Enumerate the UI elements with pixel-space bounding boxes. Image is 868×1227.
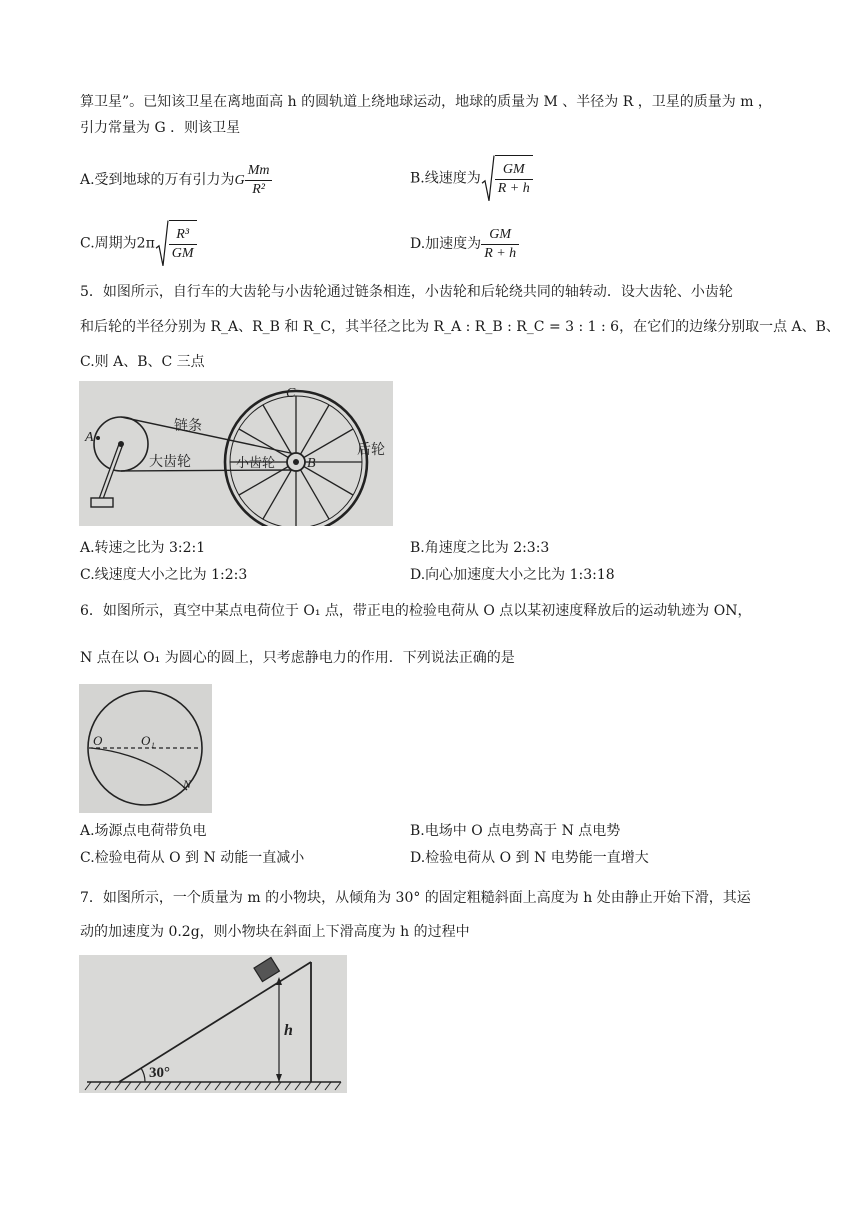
q5-stem-line2: 和后轮的半径分别为 R_A、R_B 和 R_C，其半径之比为 R_A : R_B : R_C = 3 : 1 : 6，在它们的边缘分别取一点 A、B、 xyxy=(80,319,840,335)
q4-option-a-label: A.受到地球的万有引力为 xyxy=(80,172,235,188)
q4-stem-line2: 引力常量为 G ．则该卫星 xyxy=(80,120,241,136)
q4-option-d-fraction xyxy=(481,226,519,263)
q4-option-a-num: Mm xyxy=(245,162,273,181)
q5-option-d: D.向心加速度大小之比为 1:3:18 xyxy=(410,567,615,583)
q7-stem-line2: 动的加速度为 0.2g，则小物块在斜面上下滑高度为 h 的过程中 xyxy=(80,924,470,940)
q4-option-c-coef: 2π xyxy=(136,235,155,252)
bicycle-gear-figure xyxy=(79,381,393,526)
figure-background xyxy=(79,381,393,526)
big-gear-axle xyxy=(118,441,124,447)
q4-option-d-label: D.加速度为 xyxy=(410,236,482,252)
q4-option-b-label: B.线速度为 xyxy=(410,170,481,187)
label-h: h xyxy=(284,1022,293,1039)
q5-option-a: A.转速之比为 3:2:1 xyxy=(80,540,206,556)
q6-stem-line2: N 点在以 O₁ 为圆心的圆上，只考虑静电力的作用．下列说法正确的是 xyxy=(80,650,515,666)
q6-option-c: C.检验电荷从 O 到 N 动能一直减小 xyxy=(80,850,305,866)
q4-option-c-sqrt xyxy=(155,220,197,267)
radical-icon xyxy=(481,155,495,202)
label-n: N xyxy=(183,777,192,791)
label-chain: 链条 xyxy=(174,418,202,434)
q4-option-a-fraction xyxy=(245,162,273,199)
incline-figure xyxy=(79,955,347,1093)
label-big-gear: 大齿轮 xyxy=(149,454,191,470)
label-c: C xyxy=(286,386,296,401)
q4-option-d-den: R + h xyxy=(484,245,517,261)
q4-option-b-sqrt xyxy=(481,155,533,202)
q4-option-d-num: GM xyxy=(481,226,519,245)
q6-option-b: B.电场中 O 点电势高于 N 点电势 xyxy=(410,823,621,839)
label-a: A xyxy=(85,430,94,445)
pedal xyxy=(91,498,113,507)
electric-field-figure xyxy=(79,684,212,813)
q4-option-b xyxy=(410,155,533,202)
q4-option-a-den: R² xyxy=(252,181,265,197)
point-a xyxy=(96,436,100,440)
q4-option-a-g: G xyxy=(234,173,245,188)
label-small-gear: 小齿轮 xyxy=(236,456,276,471)
q5-option-c: C.线速度大小之比为 1:2:3 xyxy=(80,567,248,583)
label-o: O xyxy=(93,733,103,748)
q5-stem-line1: 5．如图所示，自行车的大齿轮与小齿轮通过链条相连，小齿轮和后轮绕共同的轴转动．设大齿轮、小齿轮 xyxy=(80,284,733,300)
q6-stem-line1: 6．如图所示，真空中某点电荷位于 O₁ 点，带正电的检验电荷从 O 点以某初速度释放后的运动轨迹为 ON， xyxy=(80,603,752,619)
q4-option-a xyxy=(80,160,272,201)
label-o1: O₁ xyxy=(141,733,155,748)
q7-stem-line1: 7．如图所示，一个质量为 m 的小物块，从倾角为 30° 的固定粗糙斜面上高度为 h 处由静止开始下滑，其运 xyxy=(80,890,751,906)
radical-icon xyxy=(155,220,169,267)
q6-option-a: A.场源点电荷带负电 xyxy=(80,823,207,839)
q4-option-c-num: R³ xyxy=(169,226,197,245)
small-gear-axle xyxy=(293,459,299,465)
q4-option-b-num: GM xyxy=(495,161,533,180)
label-angle: 30° xyxy=(149,1065,170,1081)
label-b: B xyxy=(307,456,316,471)
q4-option-b-den: R + h xyxy=(497,180,530,196)
q4-option-d xyxy=(410,222,519,266)
q6-option-d: D.检验电荷从 O 到 N 电势能一直增大 xyxy=(410,850,649,866)
q4-option-c-den: GM xyxy=(171,245,194,261)
q5-stem-line3: C.则 A、B、C 三点 xyxy=(80,354,205,370)
q4-option-c xyxy=(80,220,197,267)
q4-stem-line1: 算卫星”。已知该卫星在离地面高 h 的圆轨道上绕地球运动，地球的质量为 M 、半径为 R ，卫星的质量为 m ， xyxy=(80,94,772,110)
q5-option-b: B.角速度之比为 2:3:3 xyxy=(410,540,550,556)
label-rear-wheel: 后轮 xyxy=(357,442,385,458)
q4-option-c-label: C.周期为 xyxy=(80,235,137,252)
